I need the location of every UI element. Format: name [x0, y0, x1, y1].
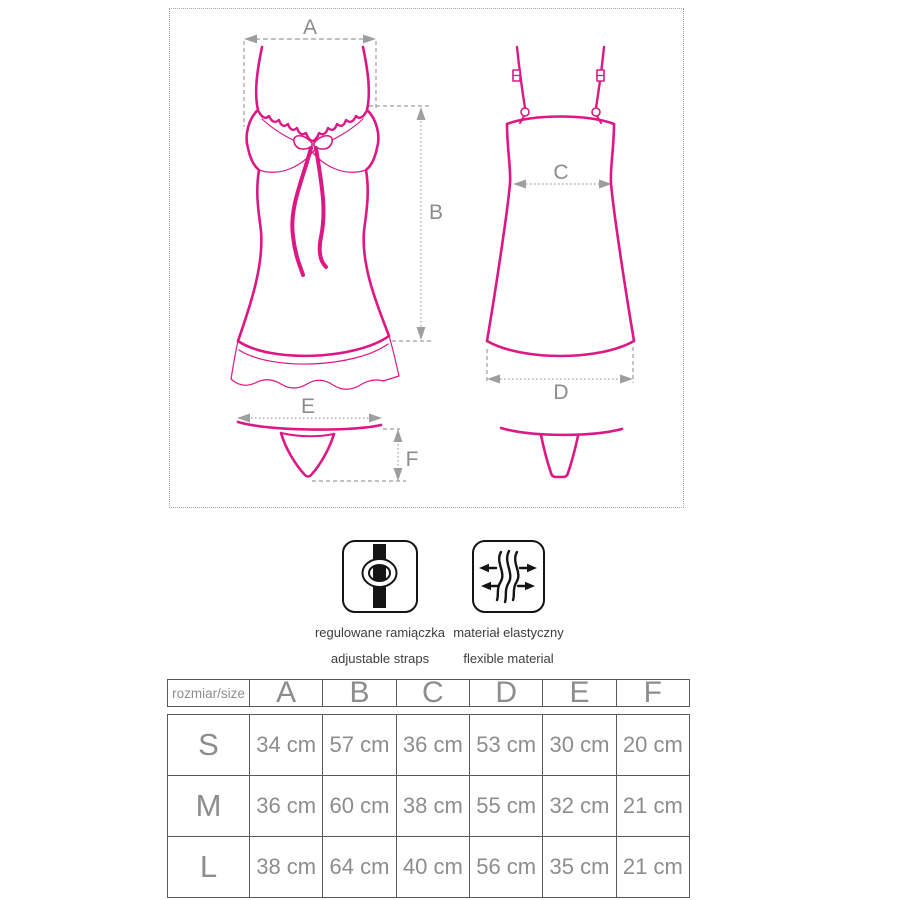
- cell-s-b: 57 cm: [323, 715, 396, 776]
- straps-label-en: adjustable straps: [330, 651, 430, 666]
- dimension-label-f: F: [405, 448, 419, 471]
- thong-back-drawing: [501, 428, 622, 477]
- cell-m-f: 21 cm: [617, 776, 690, 837]
- cell-l-e: 35 cm: [543, 837, 616, 898]
- cell-l-b: 64 cm: [323, 837, 396, 898]
- row-label-s: S: [168, 715, 250, 776]
- strap-ring-left: [521, 108, 529, 116]
- cell-l-d: 56 cm: [470, 837, 543, 898]
- ruffle-hem: [231, 376, 399, 389]
- dimension-labels: [301, 16, 569, 471]
- column-header-e: E: [543, 680, 616, 707]
- dimension-d: [487, 347, 633, 384]
- front-view-drawing: [231, 47, 399, 389]
- column-header-a: A: [250, 680, 323, 707]
- strap-ring-right: [592, 108, 600, 116]
- column-header-b: B: [323, 680, 396, 707]
- measurement-diagram-panel: [169, 8, 684, 508]
- column-header-d: D: [470, 680, 543, 707]
- cell-s-f: 20 cm: [617, 715, 690, 776]
- back-view-drawing: [487, 47, 634, 356]
- cell-m-e: 32 cm: [543, 776, 616, 837]
- dimension-label-e: E: [300, 395, 316, 418]
- flexible-material-icon: [472, 540, 545, 613]
- dimension-label-a: A: [302, 16, 318, 39]
- row-label-l: L: [168, 837, 250, 898]
- cell-m-a: 36 cm: [250, 776, 323, 837]
- cell-m-d: 55 cm: [470, 776, 543, 837]
- cell-s-d: 53 cm: [470, 715, 543, 776]
- table-corner-label: rozmiar/size: [168, 680, 250, 707]
- stretch-waves-glyph: [474, 542, 542, 610]
- material-label-pl: materiał elastyczny: [453, 625, 564, 640]
- row-label-m: M: [168, 776, 250, 837]
- cell-l-c: 40 cm: [397, 837, 470, 898]
- dimension-label-d: D: [553, 381, 569, 404]
- cell-s-c: 36 cm: [397, 715, 470, 776]
- cell-s-a: 34 cm: [250, 715, 323, 776]
- garment-diagram: [170, 9, 683, 507]
- thong-front-drawing: [238, 422, 381, 477]
- dimension-a: [244, 35, 376, 128]
- size-table-body: [167, 714, 690, 898]
- straps-label-pl: regulowane ramiączka: [314, 625, 446, 640]
- size-table-header: [167, 679, 690, 707]
- size-table: [167, 679, 690, 898]
- column-header-c: C: [397, 680, 470, 707]
- cell-s-e: 30 cm: [543, 715, 616, 776]
- cell-m-b: 60 cm: [323, 776, 396, 837]
- column-header-f: F: [617, 680, 690, 707]
- adjustable-straps-icon: [342, 540, 418, 613]
- cell-m-c: 38 cm: [397, 776, 470, 837]
- cell-l-a: 38 cm: [250, 837, 323, 898]
- strap-ring-glyph: [344, 542, 415, 610]
- cell-l-f: 21 cm: [617, 837, 690, 898]
- dimension-label-b: B: [428, 201, 444, 224]
- dimension-label-c: C: [553, 161, 569, 184]
- bow: [292, 136, 332, 275]
- material-label-en: flexible material: [463, 651, 554, 666]
